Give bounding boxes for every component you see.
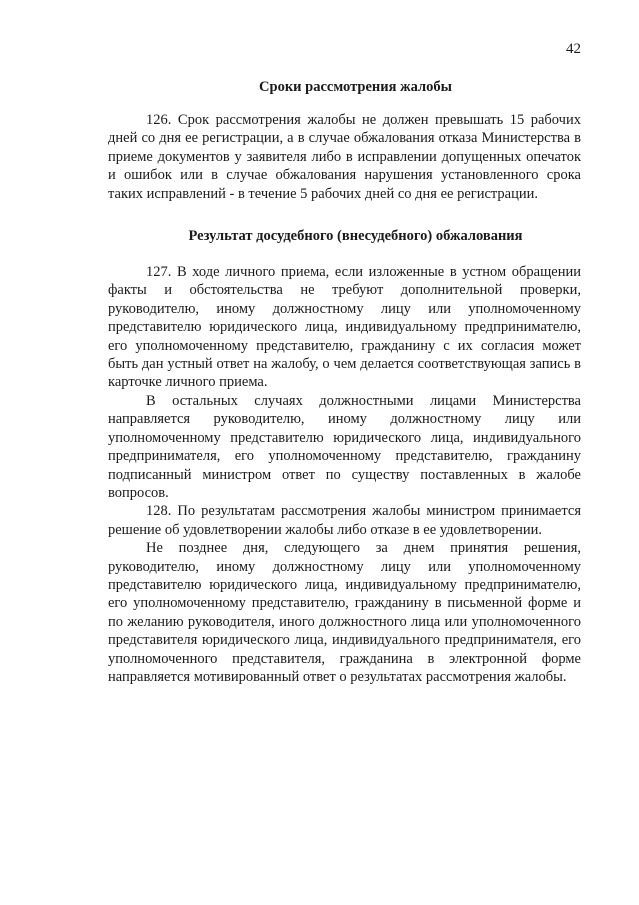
paragraph-126: 126. Срок рассмотрения жалобы не должен превышать 15 рабочих дней со дня ее регистрации, а в случае обжалования отказа Министерства в приеме документов у заявителя либо в исправлении допущенных опечаток и ошибок или в случае обжалования нарушения установленного срока таких исправлений - в течение 5 рабочих дней со дня ее регистрации. [108,112,581,202]
section-title-review-period: Сроки рассмотрения жалобы [259,79,452,95]
section-appeal-result [108,263,581,686]
paragraph-128-continued: Не позднее дня, следующего за днем принятия решения, руководителю, иному должностному лицу или уполномоченному представителю юридического лица, индивидуальному предпринимателю, его уполномоченному представителю, гражданину в письменной форме и по желанию руководителя, иного должностного лица или уполномоченного представителя юридического лица, индивидуального предпринимателя, его уполномоченного представителя, гражданина в электронной форме направляется мотивированный ответ о результатах рассмотрения жалобы. [108,540,581,685]
paragraph-128: 128. По результатам рассмотрения жалобы министром принимается решение об удовлетворении жалобы либо отказе в ее удовлетворении. [108,503,581,538]
section-title-appeal-result: Результат досудебного (внесудебного) обжалования [188,228,523,245]
paragraph-127-continued: В остальных случаях должностными лицами Министерства направляется руководителю, иному должностному лицу или уполномоченному представителю юридического лица, индивидуального предпринимателя, его уполномоченному представителю, гражданину подписанный министром ответ по существу поставленных в жалобе вопросов. [108,392,581,501]
section-review-period [108,111,581,203]
page-number: 42 [566,41,581,57]
paragraph-127: 127. В ходе личного приема, если изложенные в устном обращении факты и обстоятельства не требуют дополнительной проверки, руководителю, иному должностному лицу или уполномоченному представителю юридического лица, индивидуальному предпринимателю, его уполномоченному представителю, гражданину с их согласия может быть дан устный ответ на жалобу, о чем делается соответствующая запись в карточке личного приема. [108,264,581,391]
document-body [108,78,581,686]
